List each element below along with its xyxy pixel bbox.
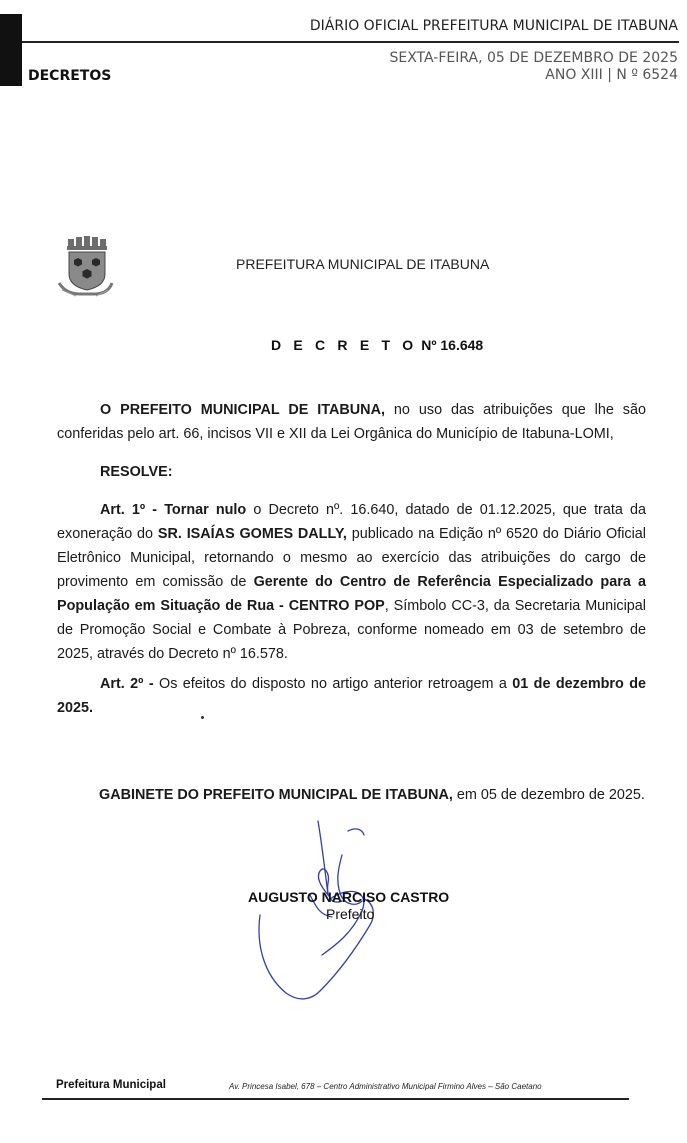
stray-mark (201, 716, 204, 719)
signer-name: AUGUSTO NARCISO CASTRO (248, 889, 450, 905)
decree-preamble (57, 398, 646, 446)
closing-line (99, 787, 645, 803)
prefecture-name: PREFEITURA MUNICIPAL DE ITABUNA (236, 256, 490, 272)
signer-role: Prefeito (326, 906, 375, 922)
preamble-bold: O PREFEITO MUNICIPAL DE ITABUNA, (100, 402, 385, 418)
closing-date: em 05 de dezembro de 2025. (452, 787, 645, 803)
masthead-rule (22, 41, 679, 43)
art2-date: 01 de dezembro de 2025. (57, 676, 646, 716)
issue-date: SEXTA-FEIRA, 05 DE DEZEMBRO DE 2025 (389, 50, 678, 66)
article-2 (57, 672, 646, 720)
art1-text-b: publicado na Edição nº 6520 do Diário Oficial Eletrônico Municipal, retornando o mesmo ao exercício das atribuições do cargo de provimento em comissão de (57, 526, 647, 590)
article-1 (57, 498, 646, 666)
art2-text: Os efeitos do disposto no artigo anterior retroagem a (153, 676, 513, 692)
issue-edition: ANO XIII | N º 6524 (545, 67, 678, 83)
art1-position: Gerente do Centro de Referência Especializado para a População em Situação de Rua - CENTRO POP (57, 574, 646, 614)
gazette-title: DIÁRIO OFICIAL PREFEITURA MUNICIPAL DE ITABUNA (309, 18, 678, 34)
decree-title (271, 337, 483, 353)
resolve-label: RESOLVE: (100, 464, 173, 480)
art2-lead: Art. 2º - (100, 676, 154, 692)
decree-number: Nº 16.648 (417, 337, 484, 353)
resolve-heading (57, 460, 646, 484)
decree-title-word: D E C R E T O (271, 337, 418, 353)
art1-text-a: o Decreto nº. 16.640, datado de 01.12.2025, que trata da exoneração do (57, 502, 646, 542)
footer-rule (42, 1098, 629, 1100)
city-coat-of-arms-icon (56, 236, 114, 300)
closing-office: GABINETE DO PREFEITO MUNICIPAL DE ITABUNA, (99, 787, 453, 803)
preamble-text: no uso das atribuições que lhe são conferidas pelo art. 66, incisos VII e XII da Lei Orgânica do Município de Itabuna-LOMI, (57, 402, 646, 442)
footer-address: Av. Princesa Isabel, 678 – Centro Administrativo Municipal Firmino Alves – São Caetano (229, 1082, 542, 1091)
art1-lead: Art. 1º - Tornar nulo (100, 502, 247, 518)
art1-person-name: SR. ISAÍAS GOMES DALLY, (157, 526, 347, 542)
art1-text-c: , Símbolo CC-3, da Secretaria Municipal de Promoção Social e Combate à Pobreza, conforme nomeado em 03 de setembro de 2025, através do Decreto nº 16.578. (57, 598, 646, 662)
section-label: DECRETOS (28, 68, 112, 84)
footer-label: Prefeitura Municipal (56, 1079, 166, 1091)
masthead-black-tab (0, 14, 22, 86)
